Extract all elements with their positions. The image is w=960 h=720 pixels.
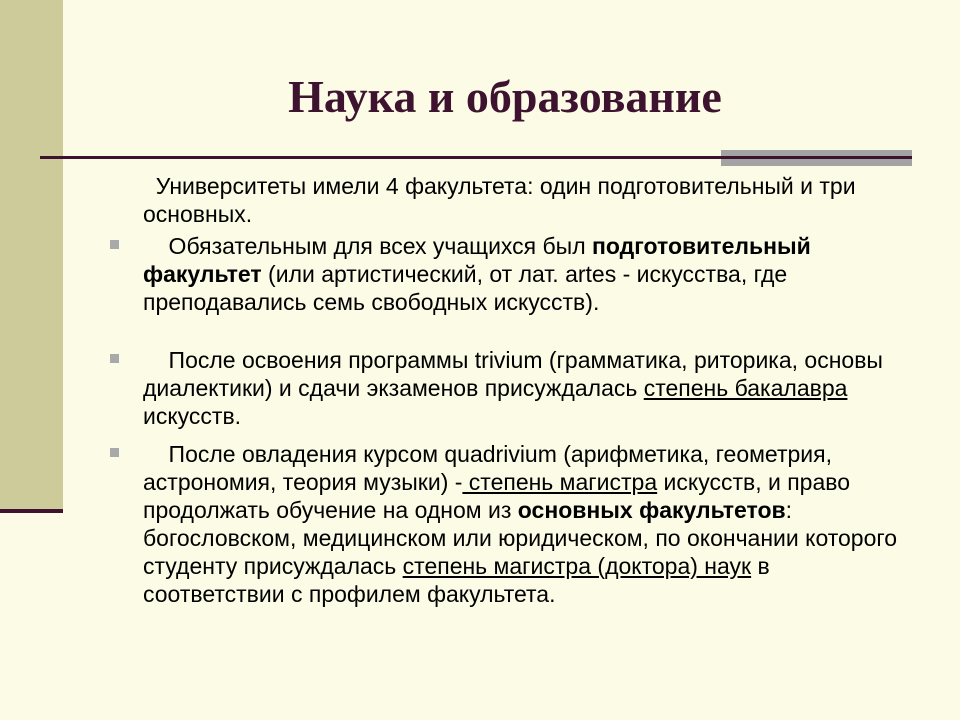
paragraph-text: искусств.: [143, 403, 242, 429]
paragraph-intro: [143, 172, 913, 228]
paragraph-text: в соответствии с профилем факультета.: [143, 553, 770, 607]
paragraph-text: После овладения курсом quadrivium (арифметика, геометрия, астрономия, теория музыки) -: [143, 441, 832, 495]
paragraph-text: После освоения программы trivium (грамматика, риторика, основы диалектики) и сдачи экзаменов присуждалась: [143, 347, 883, 401]
paragraph-master: [143, 440, 913, 608]
bold-term: подготовительный факультет: [143, 233, 811, 287]
paragraph-bachelor: [143, 346, 913, 430]
underlined-term: степень магистра: [462, 469, 658, 495]
slide-title: Наука и образование: [288, 71, 722, 122]
underlined-term: степень магистра (доктора) наук: [402, 553, 752, 579]
paragraph-text: Обязательным для всех учащихся был: [143, 233, 593, 259]
paragraph-preparatory-faculty: [143, 232, 913, 316]
paragraph-text: искусств, и право продолжать обучение на одном из: [143, 469, 851, 523]
bullet-square-icon: [110, 240, 119, 249]
underlined-term: степень бакалавра: [643, 375, 848, 401]
bold-term: основных факультетов: [517, 497, 786, 523]
bullet-square-icon: [110, 354, 119, 363]
bullet-square-icon: [110, 448, 119, 457]
paragraph-text: Университеты имели 4 факультета: один подготовительный и три основных.: [143, 173, 856, 227]
paragraph-text: (или артистический, от лат. artes - искусства, где преподавались семь свободных искусств).: [143, 261, 788, 315]
paragraph-text: : богословском, медицинском или юридическом, по окончании которого студенту присуждалась: [143, 497, 898, 579]
